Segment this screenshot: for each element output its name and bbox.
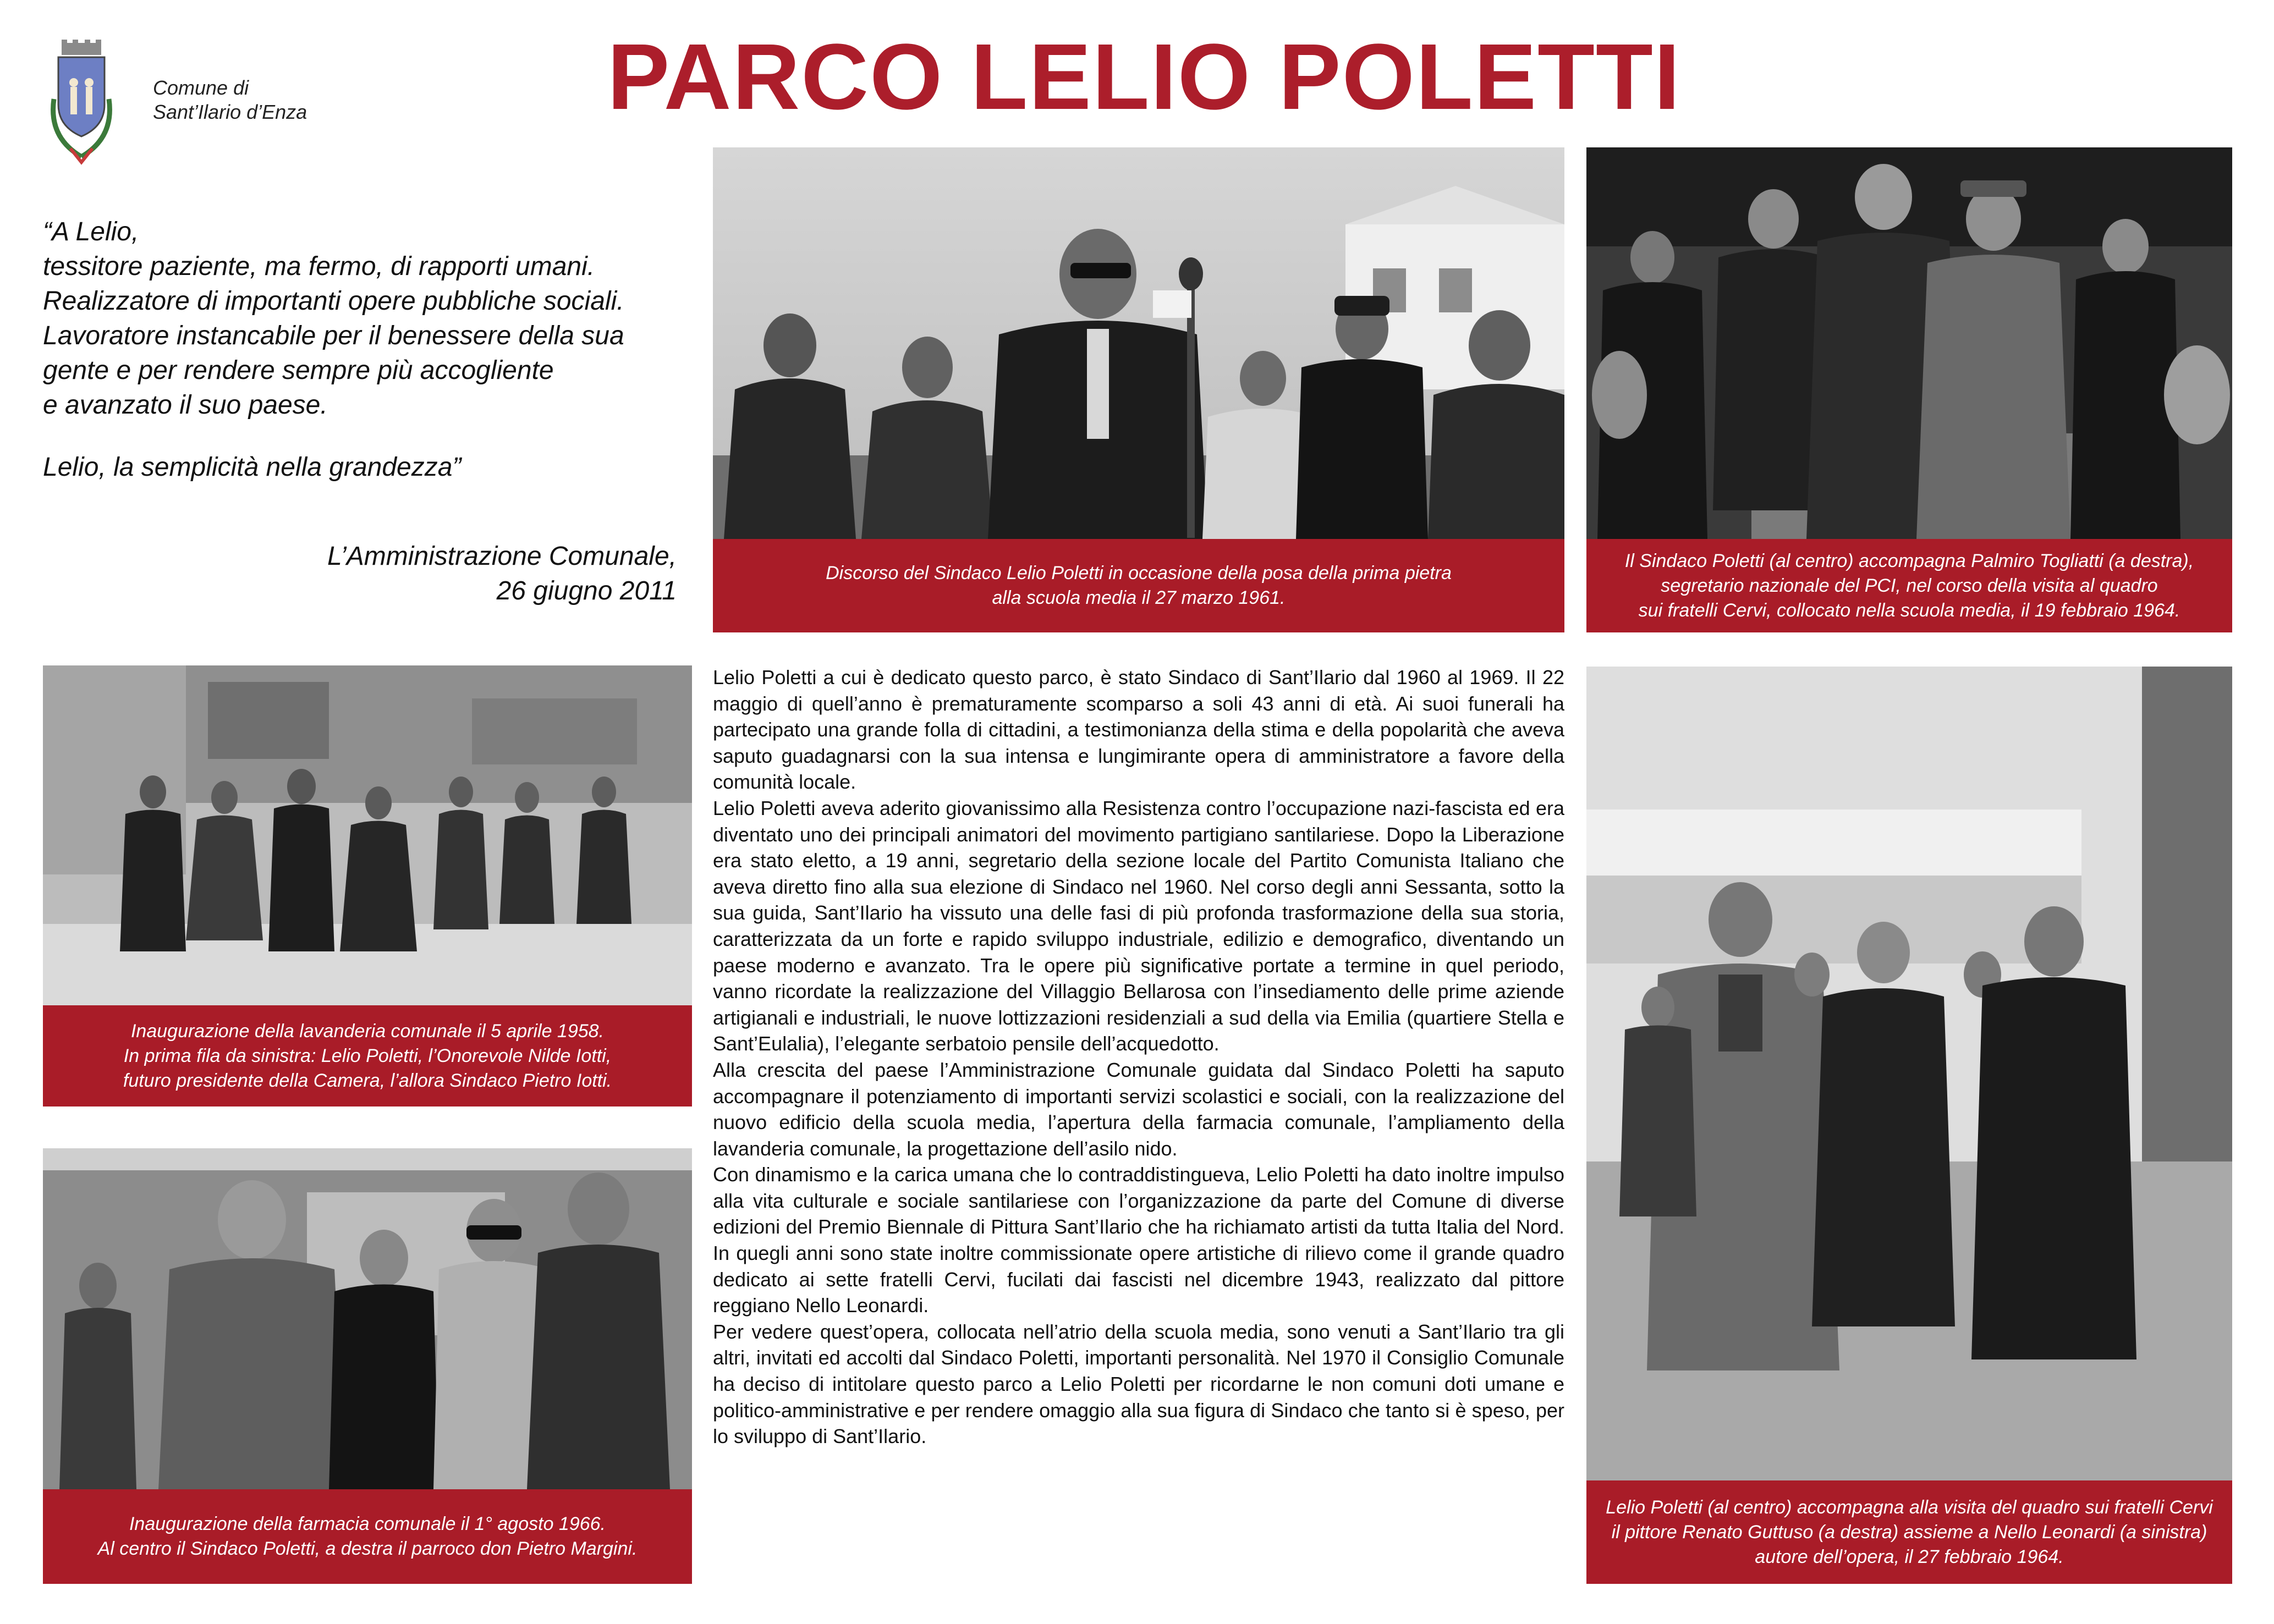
quote-line: Realizzatore di importanti opere pubbliche sociali. xyxy=(43,287,624,316)
caption-line: il pittore Renato Guttuso (a destra) assieme a Nello Leonardi (a sinistra) xyxy=(1611,1521,2207,1543)
signature-date: 26 giugno 2011 xyxy=(496,576,677,605)
caption-line: futuro presidente della Camera, l’allora Sindaco Pietro Iotti. xyxy=(123,1070,612,1091)
quote-line: gente e per rendere sempre più accogliente xyxy=(43,356,554,385)
municipality-name xyxy=(153,76,373,124)
dedication-quote xyxy=(43,214,703,485)
quote-closing: Lelio, la semplicità nella grandezza” xyxy=(43,453,462,482)
quote-line: “A Lelio, xyxy=(43,217,139,246)
caption-guttuso xyxy=(1586,1480,2232,1584)
biography-text xyxy=(713,664,1564,1450)
caption-line: Inaugurazione della lavanderia comunale il 5 aprile 1958. xyxy=(130,1020,605,1042)
paragraph: Per vedere quest’opera, collocata nell’atrio della scuola media, sono venuti a Sant’Ilario tra gli altri, invitati ed accolti dal Sindaco Poletti, importanti personalità. Nel 1970 il Consiglio Comunale ha deciso di intitolare questo parco a Lelio Poletti per ricordarne le non comuni doti umane e politico-amministrative e per rendere omaggio alla sua figura di Sindaco che tanto si è speso, per lo sviluppo di Sant’Ilario. xyxy=(713,1320,1564,1448)
photo-speech xyxy=(713,147,1564,539)
municipality-line-1: Comune di xyxy=(153,76,249,99)
caption-speech xyxy=(713,539,1564,632)
photo-togliatti xyxy=(1586,147,2232,539)
caption-line: segretario nazionale del PCI, nel corso della visita al quadro xyxy=(1661,575,2158,596)
caption-line: Lelio Poletti (al centro) accompagna alla visita del quadro sui fratelli Cervi xyxy=(1606,1496,2213,1518)
caption-lavanderia xyxy=(43,1005,692,1106)
paragraph: Con dinamismo e la carica umana che lo contraddistingueva, Lelio Poletti ha dato inoltre impulso alla vita culturale e sociale santilariese con l’organizzazione da parte del Comune di diverse edizioni del Premio Biennale di Pittura Sant’Ilario che ha richiamato artisti da tutta Italia del Nord. In quegli anni sono state inoltre commissionate opere artistiche di rilievo come il grande quadro dedicato ai sette fratelli Cervi, fucilati dai fascisti nel dicembre 1943, realizzato dal pittore reggiano Nello Leonardi. xyxy=(713,1163,1564,1317)
quote-line: e avanzato il suo paese. xyxy=(43,390,328,420)
municipal-crest-icon xyxy=(43,38,120,170)
photo-lavanderia xyxy=(43,665,692,1005)
quote-line: Lavoratore instancabile per il benessere della sua xyxy=(43,321,624,350)
caption-line: In prima fila da sinistra: Lelio Poletti, l’Onorevole Nilde Iotti, xyxy=(123,1045,612,1066)
paragraph: Lelio Poletti aveva aderito giovanissimo alla Resistenza contro l’occupazione nazi-fascista ed era diventato uno dei principali animatori del movimento partigiano santilariese. Dopo la Liberazione era stato eletto, a 19 anni, segretario della sezione locale del Partito Comunista Italiano che aveva diretto fino alla sua elezione di Sindaco nel 1960. Nel corso degli anni Sessanta, sotto la sua guida, Sant’Ilario ha vissuto una delle fasi di più profonda trasformazione della sua storia, caratterizzata da un forte e rapido sviluppo industriale, edilizio e demografico, diventando un paese moderno e avanzato. Tra le opere più significative portate a termine in quel periodo, vanno ricordate la realizzazione del Villaggio Bellarosa con l’insediamento delle prime aziende artigianali e industriali, le nuove lottizzazioni residenziali a sud della via Emilia (quartiere Stella e Sant’Eulalia), l’elegante serbatoio pensile dell’acquedotto. xyxy=(713,796,1564,1055)
caption-line: alla scuola media il 27 marzo 1961. xyxy=(992,587,1286,608)
caption-farmacia xyxy=(43,1489,692,1584)
caption-line: Discorso del Sindaco Lelio Poletti in occasione della posa della prima pietra xyxy=(826,563,1452,583)
caption-line: Al centro il Sindaco Poletti, a destra il parroco don Pietro Margini. xyxy=(97,1538,638,1559)
municipality-line-2: Sant’Ilario d’Enza xyxy=(153,101,307,123)
caption-line: sui fratelli Cervi, collocato nella scuola media, il 19 febbraio 1964. xyxy=(1638,599,2180,621)
caption-line: Inaugurazione della farmacia comunale il 1° agosto 1966. xyxy=(129,1513,606,1534)
signature-author: L’Amministrazione Comunale, xyxy=(327,542,677,571)
photo-farmacia xyxy=(43,1148,692,1489)
quote-signature xyxy=(275,539,677,608)
caption-line: Il Sindaco Poletti (al centro) accompagna Palmiro Togliatti (a destra), xyxy=(1624,550,2194,571)
page-title: PARCO LELIO POLETTI xyxy=(607,25,1682,129)
caption-line: autore dell’opera, il 27 febbraio 1964. xyxy=(1755,1546,2064,1567)
paragraph: Lelio Poletti a cui è dedicato questo parco, è stato Sindaco di Sant’Ilario dal 1960 al 1969. Il 22 maggio di quell’anno è prematuramente scomparso a soli 43 anni di età. Ai suoi funerali ha partecipato una grande folla di cittadini, a testimonianza della stima e della popolarità che aveva saputo guadagnarsi con la sua intensa e lungimirante opera di amministratore a favore della comunità locale. xyxy=(713,666,1564,794)
caption-togliatti xyxy=(1586,539,2232,632)
quote-line: tessitore paziente, ma fermo, di rapporti umani. xyxy=(43,252,595,281)
paragraph: Alla crescita del paese l’Amministrazione Comunale guidata dal Sindaco Poletti ha saputo accompagnare il potenziamento di importanti servizi scolastici e sociali, con la realizzazione del nuovo edificio della scuola media, l’apertura della farmacia comunale, l’ampliamento della lavanderia comunale, la progettazione dell’asilo nido. xyxy=(713,1058,1564,1160)
photo-guttuso xyxy=(1586,667,2232,1480)
